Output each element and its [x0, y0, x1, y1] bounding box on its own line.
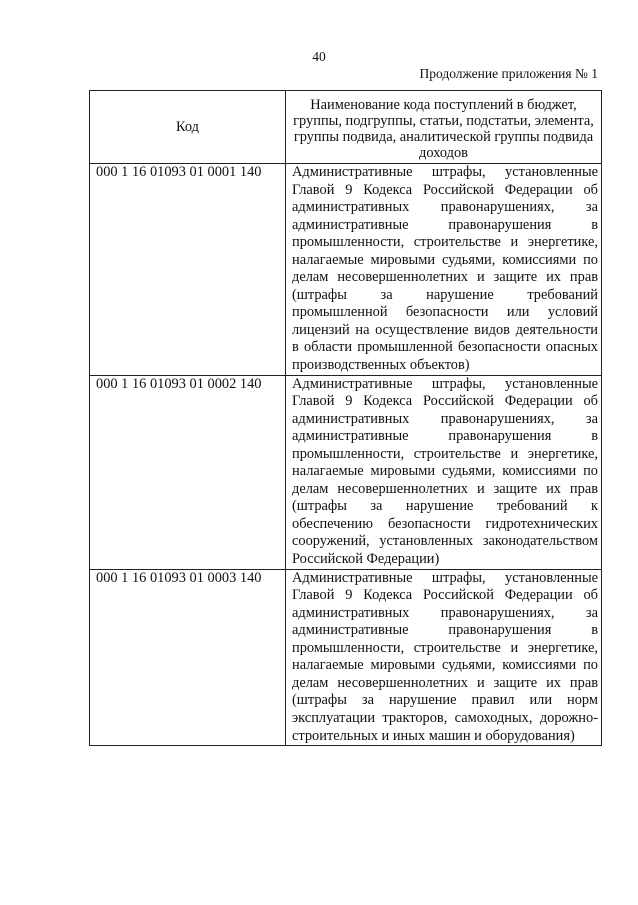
- row-description: Административные штрафы, установленные Главой 9 Кодекса Российской Федерации об административных правонарушениях, за административные правонарушения в промышленности, строительстве и энергетике, налагаемые мировыми судьями, комиссиями по делам несовершеннолетних и защите их прав (штрафы за нарушение требований к обеспечению безопасности гидротехнических сооружений, установленных законодательством Российской Федерации): [286, 375, 602, 569]
- header-name: Наименование кода поступлений в бюджет, группы, подгруппы, статьи, подстатьи, элемента, группы подвида, аналитической группы подвида доходов: [286, 91, 602, 164]
- row-description: Административные штрафы, установленные Главой 9 Кодекса Российской Федерации об административных правонарушениях, за административные правонарушения в промышленности, строительстве и энергетике, налагаемые мировыми судьями, комиссиями по делам несовершеннолетних и защите их прав (штрафы за нарушение правил или норм эксплуатации тракторов, самоходных, дорожно-строительных и иных машин и оборудования): [286, 569, 602, 745]
- table-header-row: [90, 91, 602, 164]
- revenue-codes-table: [89, 90, 602, 746]
- table-row: [90, 569, 602, 745]
- table-row: [90, 164, 602, 376]
- row-code: 000 1 16 01093 01 0001 140: [90, 164, 286, 376]
- header-code: Код: [90, 91, 286, 164]
- row-description: Административные штрафы, установленные Главой 9 Кодекса Российской Федерации об административных правонарушениях, за административные правонарушения в промышленности, строительстве и энергетике, налагаемые мировыми судьями, комиссиями по делам несовершеннолетних и защите их прав (штрафы за нарушение требований промышленной безопасности или условий лицензий на осуществление видов деятельности в области промышленной безопасности опасных производственных объектов): [286, 164, 602, 376]
- row-code: 000 1 16 01093 01 0002 140: [90, 375, 286, 569]
- table-row: [90, 375, 602, 569]
- appendix-continuation-note: Продолжение приложения № 1: [419, 66, 598, 81]
- row-code: 000 1 16 01093 01 0003 140: [90, 569, 286, 745]
- page-number: 40: [312, 49, 326, 64]
